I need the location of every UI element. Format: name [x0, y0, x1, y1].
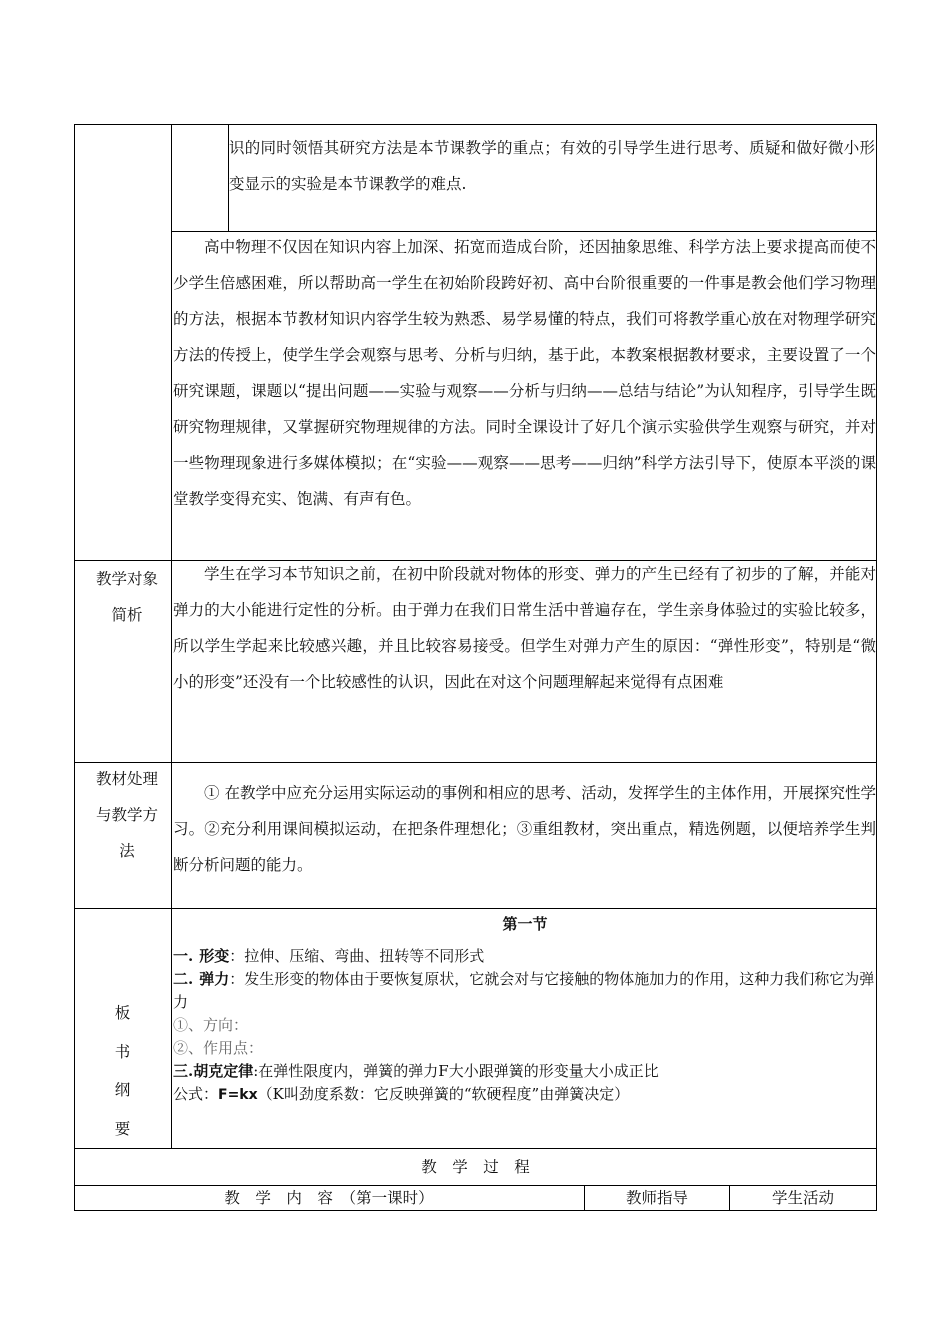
- item1-text: ：拉伸、压缩、弯曲、扭转等不同形式: [229, 947, 485, 965]
- board-row-top-border: [74, 908, 877, 909]
- item2-title: 弹力: [199, 970, 230, 988]
- process-column-student: 学生活动: [771, 1189, 834, 1207]
- formula-prefix: 公式：: [173, 1085, 219, 1103]
- key-points-text: 识的同时领悟其研究方法是本节课教学的重点；有效的引导学生进行思考、质疑和做好微小形变显示的实验是本节课教学的难点.: [229, 139, 875, 193]
- board-item-elastic-force: [173, 968, 877, 1014]
- formula-note: （K叫劲度系数：它反映弹簧的“软硬程度”由弹簧决定）: [257, 1085, 630, 1103]
- board-item-deformation: [173, 945, 877, 968]
- methods-row-top-border: [74, 762, 877, 763]
- design-rationale-text: 高中物理不仅因在知识内容上加深、拓宽而造成台阶，还因抽象思维、科学方法上要求提高而使不少学生倍感困难，所以帮助高一学生在初始阶段跨好初、高中台阶很重要的一件事是教会他们学习物理的方法，根据本节教材知识内容学生较为熟悉、易学易懂的特点，我们可将教学重心放在对物理学研究方法的传授上，使学生学会观察与思考、分析与归纳，基于此，本教案根据教材要求，主要设置了一个研究课题，课题以“提出问题——实验与观察——分析与归纳——总结与结论”为认知程序，引导学生既研究物理规律，又掌握研究物理规律的方法。同时全课设计了好几个演示实验供学生观察与研究，并对一些物理现象进行多媒体模拟；在“实验——观察——思考——归纳”科学方法引导下，使原本平淡的课堂教学变得充实、饱满、有声有色。: [173, 238, 876, 508]
- board-item-hooke-law: [173, 1060, 877, 1083]
- students-analysis-paragraph: [173, 556, 876, 700]
- board-sub-application-point: ②、作用点：: [173, 1039, 264, 1057]
- board-heading: 第一节: [502, 915, 548, 933]
- students-analysis-text: 学生在学习本节知识之前，在初中阶段就对物体的形变、弹力的产生已经有了初步的了解，并能对弹力的大小能进行定性的分析。由于弹力在我们日常生活中普遍存在，学生亲身体验过的实验比较多，所以学生学起来比较感兴趣，并且比较容易接受。但学生对弹力产生的原因：“弹性形变”，特别是“微小的形变”还没有一个比较感性的认识，因此在对这个问题理解起来觉得有点困难: [173, 565, 876, 691]
- item3-text: :在弹性限度内，弹簧的弹力F大小跟弹簧的形变量大小成正比: [253, 1062, 659, 1080]
- methods-text: ① 在教学中应充分运用实际运动的事例和相应的思考、活动，发挥学生的主体作用，开展探究性学习。②充分利用课间模拟运动，在把条件理想化；③重组教材，突出重点，精选例题，以便培养学生判断分析问题的能力。: [173, 784, 876, 874]
- board-label-char: 要: [114, 1119, 131, 1138]
- item2-text: ：发生形变的物体由于要恢复原状，它就会对与它接触的物体施加力的作用，这种力我们称它为弹力: [173, 970, 875, 1011]
- label-column-divider: [171, 124, 172, 1149]
- board-sub-direction: ①、方向：: [173, 1016, 249, 1034]
- item1-title: 形变: [199, 947, 230, 965]
- board-label-char: 书: [114, 1042, 131, 1061]
- board-label-char: 纲: [114, 1081, 131, 1099]
- design-rationale-paragraph: [173, 229, 876, 517]
- process-title: 教 学 过 程: [421, 1158, 530, 1176]
- board-label: [74, 994, 171, 1148]
- students-label: 教学对象简析: [96, 570, 159, 624]
- item2-number: 二.: [173, 970, 194, 988]
- board-formula-line: [173, 1083, 877, 1107]
- process-column-content: 教 学 内 容 （第一课时）: [224, 1189, 434, 1207]
- methods-paragraph: [173, 775, 876, 883]
- item3-title: 三.胡克定律: [173, 1062, 254, 1080]
- methods-label: 教材处理与教学方法: [96, 770, 159, 860]
- formula: F=kx: [218, 1087, 258, 1103]
- process-column-teacher: 教师指导: [625, 1189, 688, 1207]
- board-label-char: 板: [114, 1004, 131, 1022]
- table-top-border: [74, 124, 877, 125]
- board-outline: [173, 912, 877, 1107]
- table-bottom-border: [74, 1210, 877, 1211]
- item1-number: 一.: [173, 947, 194, 965]
